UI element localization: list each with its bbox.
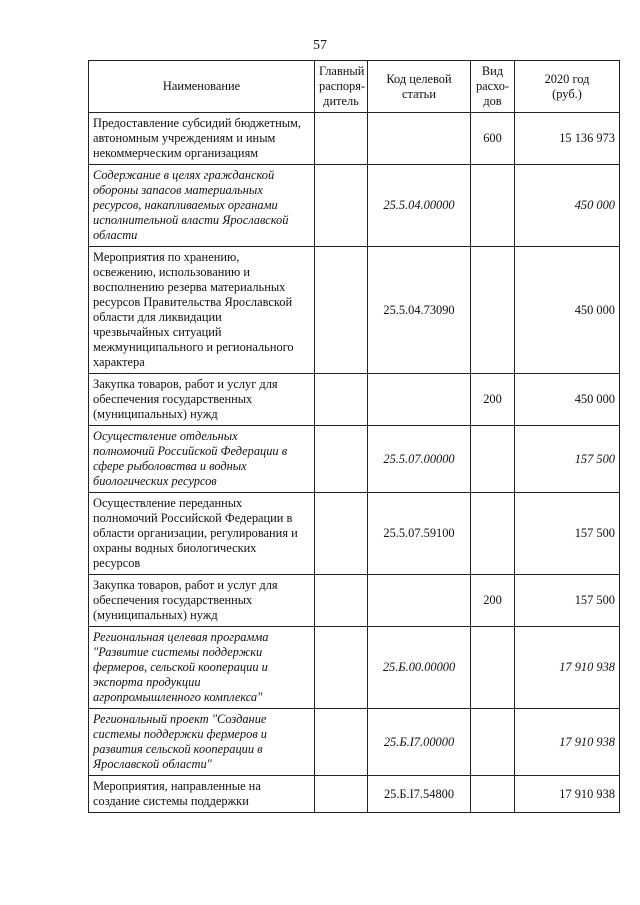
row-sum: 17 910 938 — [515, 776, 620, 813]
row-name-line: Региональная целевая программа — [93, 630, 269, 644]
row-name-line: Закупка товаров, работ и услуг для — [93, 578, 278, 592]
row-type — [471, 247, 515, 374]
row-sum: 157 500 — [515, 575, 620, 627]
table-row — [89, 709, 620, 776]
table-row — [89, 165, 620, 247]
row-chief — [315, 247, 368, 374]
row-name-line: обороны запасов материальных — [93, 183, 263, 197]
row-name-line: характера — [93, 355, 145, 369]
header-chief — [315, 61, 368, 113]
row-type — [471, 709, 515, 776]
row-name — [89, 426, 315, 493]
row-chief — [315, 709, 368, 776]
row-name-line: Региональный проект "Создание — [93, 712, 267, 726]
row-name — [89, 165, 315, 247]
row-name-line: сфере рыболовства и водных — [93, 459, 247, 473]
row-sum: 450 000 — [515, 165, 620, 247]
row-code: 25.5.07.00000 — [368, 426, 471, 493]
row-name-line: Закупка товаров, работ и услуг для — [93, 377, 278, 391]
row-type — [471, 627, 515, 709]
row-name-line: обеспечения государственных — [93, 392, 253, 406]
row-name — [89, 575, 315, 627]
row-name-line: межмуниципального и регионального — [93, 340, 294, 354]
row-type: 200 — [471, 374, 515, 426]
header-chief-line: Главный — [319, 64, 365, 78]
row-name-line: ресурсов Правительства Ярославской — [93, 295, 293, 309]
row-name-line: Осуществление переданных — [93, 496, 243, 510]
row-name-line: исполнительной власти Ярославской — [93, 213, 289, 227]
table-body — [89, 113, 620, 813]
row-name-line: системы поддержки фермеров и — [93, 727, 267, 741]
header-sum — [515, 61, 620, 113]
row-type: 600 — [471, 113, 515, 165]
row-name-line: Содержание в целях гражданской — [93, 168, 275, 182]
row-name — [89, 247, 315, 374]
row-name-line: "Развитие системы поддержки — [93, 645, 263, 659]
header-type-line: дов — [483, 94, 502, 108]
row-chief — [315, 374, 368, 426]
header-code — [368, 61, 471, 113]
table-row — [89, 426, 620, 493]
row-name-line: автономным учреждениям и иным — [93, 131, 276, 145]
row-code — [368, 113, 471, 165]
row-type — [471, 776, 515, 813]
row-name-line: чрезвычайных ситуаций — [93, 325, 222, 339]
row-name-line: (муниципальных) нужд — [93, 608, 218, 622]
header-sum-line: 2020 год — [544, 71, 590, 86]
header-type — [471, 61, 515, 113]
row-code: 25.Б.I7.00000 — [368, 709, 471, 776]
row-name-line: полномочий Российской Федерации в — [93, 511, 293, 525]
row-name — [89, 709, 315, 776]
row-chief — [315, 776, 368, 813]
table-header-row — [89, 61, 620, 113]
row-name-line: развития сельской кооперации в — [93, 742, 263, 756]
row-sum: 17 910 938 — [515, 627, 620, 709]
row-sum: 15 136 973 — [515, 113, 620, 165]
row-code — [368, 575, 471, 627]
row-name — [89, 374, 315, 426]
row-type: 200 — [471, 575, 515, 627]
row-name-line: ресурсов — [93, 556, 141, 570]
row-type — [471, 165, 515, 247]
row-sum: 17 910 938 — [515, 709, 620, 776]
row-name-line: Предоставление субсидий бюджетным, — [93, 116, 301, 130]
header-code-line: статьи — [402, 86, 436, 101]
row-name-line: фермеров, сельской кооперации и — [93, 660, 268, 674]
row-name-line: области организации, регулирования и — [93, 526, 298, 540]
header-code-line: Код целевой — [386, 71, 452, 86]
row-code — [368, 374, 471, 426]
header-type-line: Вид — [481, 64, 504, 78]
header-chief-line: распоря- — [319, 79, 366, 93]
row-name-line: некоммерческим организациям — [93, 146, 259, 160]
table-row — [89, 776, 620, 813]
header-sum-line: (руб.) — [552, 86, 582, 101]
row-sum: 450 000 — [515, 247, 620, 374]
row-name-line: области — [93, 228, 138, 242]
row-chief — [315, 426, 368, 493]
page-number: 57 — [313, 38, 327, 53]
row-name-line: полномочий Российской Федерации в — [93, 444, 288, 458]
row-name — [89, 776, 315, 813]
row-name-line: Мероприятия, направленные на — [93, 779, 261, 793]
row-name — [89, 627, 315, 709]
row-name-line: (муниципальных) нужд — [93, 407, 218, 421]
row-name-line: экспорта продукции — [93, 675, 201, 689]
table-row — [89, 113, 620, 165]
table-row — [89, 374, 620, 426]
table-row — [89, 493, 620, 575]
row-name-line: восполнению резерва материальных — [93, 280, 286, 294]
row-sum: 157 500 — [515, 493, 620, 575]
row-code: 25.5.07.59100 — [368, 493, 471, 575]
row-name-line: Ярославской области" — [93, 757, 212, 771]
row-type — [471, 426, 515, 493]
row-name-line: обеспечения государственных — [93, 593, 253, 607]
row-name-line: области для ликвидации — [93, 310, 222, 324]
row-type — [471, 493, 515, 575]
row-code: 25.5.04.00000 — [368, 165, 471, 247]
row-code: 25.Б.00.00000 — [368, 627, 471, 709]
row-name-line: Осуществление отдельных — [93, 429, 238, 443]
table-row — [89, 627, 620, 709]
row-name-line: охраны водных биологических — [93, 541, 257, 555]
row-name-line: освежению, использованию и — [93, 265, 250, 279]
row-name-line: биологических ресурсов — [93, 474, 217, 488]
row-chief — [315, 493, 368, 575]
budget-table — [88, 60, 620, 813]
row-code: 25.5.04.73090 — [368, 247, 471, 374]
header-chief-line: дитель — [323, 94, 359, 108]
row-chief — [315, 627, 368, 709]
row-name-line: Мероприятия по хранению, — [93, 250, 240, 264]
row-sum: 450 000 — [515, 374, 620, 426]
row-chief — [315, 165, 368, 247]
row-name-line: ресурсов, накапливаемых органами — [93, 198, 278, 212]
row-name — [89, 113, 315, 165]
row-name-line: агропромышленного комплекса" — [93, 690, 263, 704]
row-name — [89, 493, 315, 575]
table-row — [89, 247, 620, 374]
row-sum: 157 500 — [515, 426, 620, 493]
row-chief — [315, 113, 368, 165]
row-code: 25.Б.I7.54800 — [368, 776, 471, 813]
row-chief — [315, 575, 368, 627]
table-row — [89, 575, 620, 627]
header-type-line: расхо- — [475, 79, 510, 93]
row-name-line: создание системы поддержки — [93, 794, 249, 808]
header-name: Наименование — [89, 61, 315, 113]
